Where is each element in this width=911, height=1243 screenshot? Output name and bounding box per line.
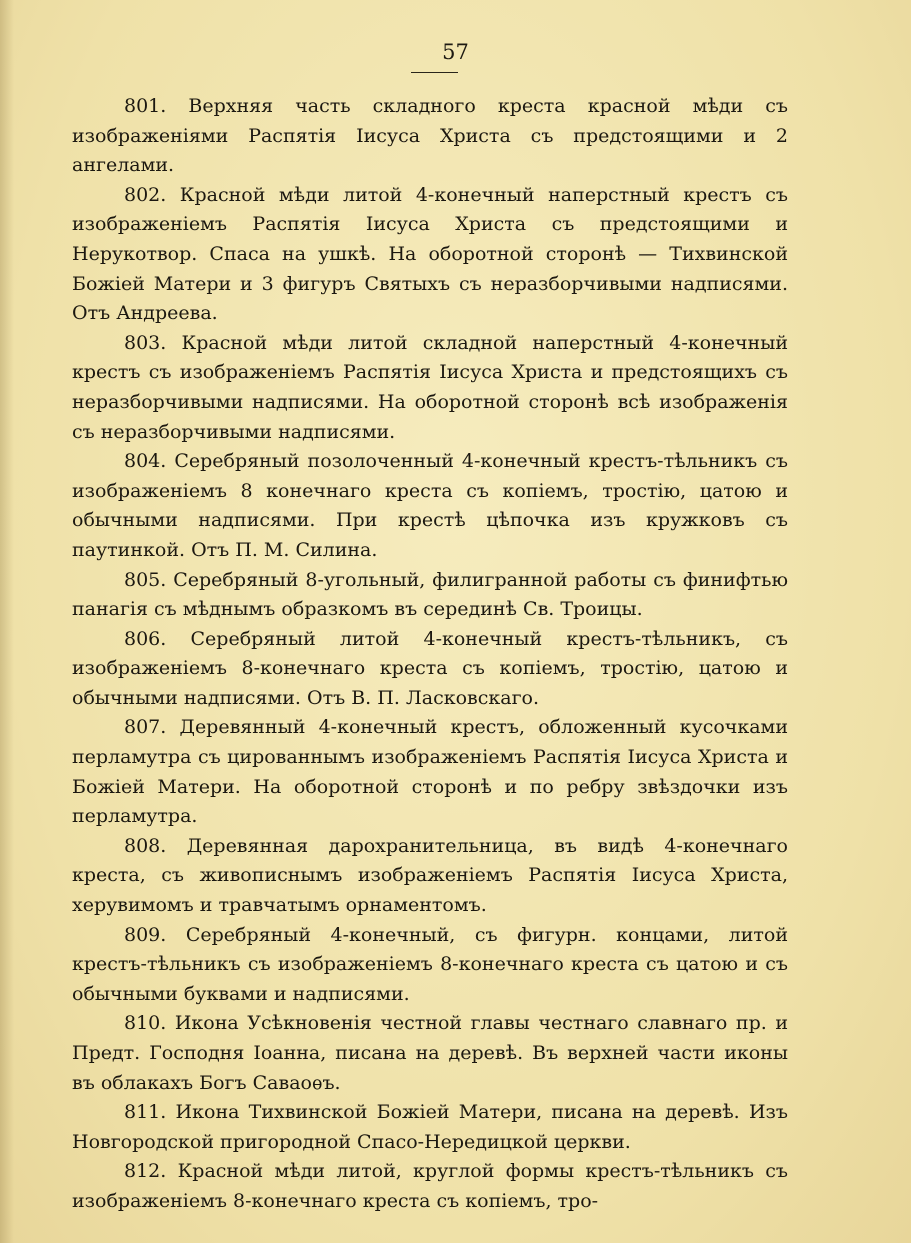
catalog-entry-811: 811. Икона Тихвинской Божіей Матери, писана на деревѣ. Изъ Новгородской пригородной Спасо-Нередицкой церкви.: [72, 1101, 788, 1153]
binding-shadow: [0, 0, 14, 1243]
catalog-entry-806: 806. Серебряный литой 4-конечный крестъ-тѣльникъ, съ изображеніемъ 8-конечнаго креста съ копіемъ, тростію, цатою и обычными надписями. Отъ В. П. Ласковскаго.: [72, 627, 788, 709]
catalog-entry-808: 808. Деревянная дарохранительница, въ видѣ 4-конечнаго креста, съ живописнымъ изображеніемъ Распятія Іисуса Христа, херувимомъ и травчатымъ орнаментомъ.: [72, 834, 788, 917]
page-number-rule: [411, 72, 458, 73]
catalog-entry-809: 809. Серебряный 4-конечный, съ фигурн. концами, литой крестъ-тѣльникъ съ изображеніемъ 8-конечнаго креста съ цатою и съ обычными буквами и надписями.: [72, 923, 788, 1005]
catalog-entry-801: 801. Верхняя часть складного креста красной мѣди съ изображеніями Распятія Іисуса Христа съ предстоящими и 2 ангелами.: [72, 95, 788, 177]
catalog-entry-810: 810. Икона Усѣкновенія честной главы честнаго славнаго пр. и Предт. Господня Іоанна, писана на деревѣ. Въ верхней части иконы въ облакахъ Богъ Саваоѳъ.: [72, 1012, 788, 1094]
catalog-entry-804: 804. Серебряный позолоченный 4-конечный крестъ-тѣльникъ съ изображеніемъ 8 конечнаго креста съ копіемъ, тростію, цатою и обычными надписями. При крестѣ цѣпочка изъ кружковъ съ паутинкой. Отъ П. М. Силина.: [72, 450, 788, 561]
catalog-entries: [72, 92, 788, 1217]
page-number: 57: [442, 40, 469, 64]
catalog-entry-805: 805. Серебряный 8-угольный, филигранной работы съ финифтью панагія съ мѣднымъ образкомъ въ серединѣ Св. Троицы.: [72, 568, 788, 621]
catalog-entry-802: 802. Красной мѣди литой 4-конечный наперстный крестъ съ изображеніемъ Распятія Іисуса Христа съ предстоящими и Нерукотвор. Спаса на ушкѣ. На оборотной сторонѣ — Тихвинской Божіей Матери и 3 фигуръ Святыхъ съ неразборчивыми надписями. Отъ Андреева.: [72, 183, 788, 325]
catalog-entry-803: 803. Красной мѣди литой складной наперстный 4-конечный крестъ съ изображеніемъ Распятія Іисуса Христа и предстоящихъ съ неразборчивыми надписями. На оборотной сторонѣ всѣ изображенія съ неразборчивыми надписями.: [72, 331, 788, 443]
catalog-entry-812: 812. Красной мѣди литой, круглой формы крестъ-тѣльникъ съ изображеніемъ 8-конечнаго креста съ копіемъ, тро-: [72, 1160, 788, 1212]
catalog-entry-807: 807. Деревянный 4-конечный крестъ, обложенный кусочками перламутра съ цированнымъ изображеніемъ Распятія Іисуса Христа и Божіей Матери. На оборотной сторонѣ и по ребру звѣздочки изъ перламутра.: [72, 716, 788, 828]
